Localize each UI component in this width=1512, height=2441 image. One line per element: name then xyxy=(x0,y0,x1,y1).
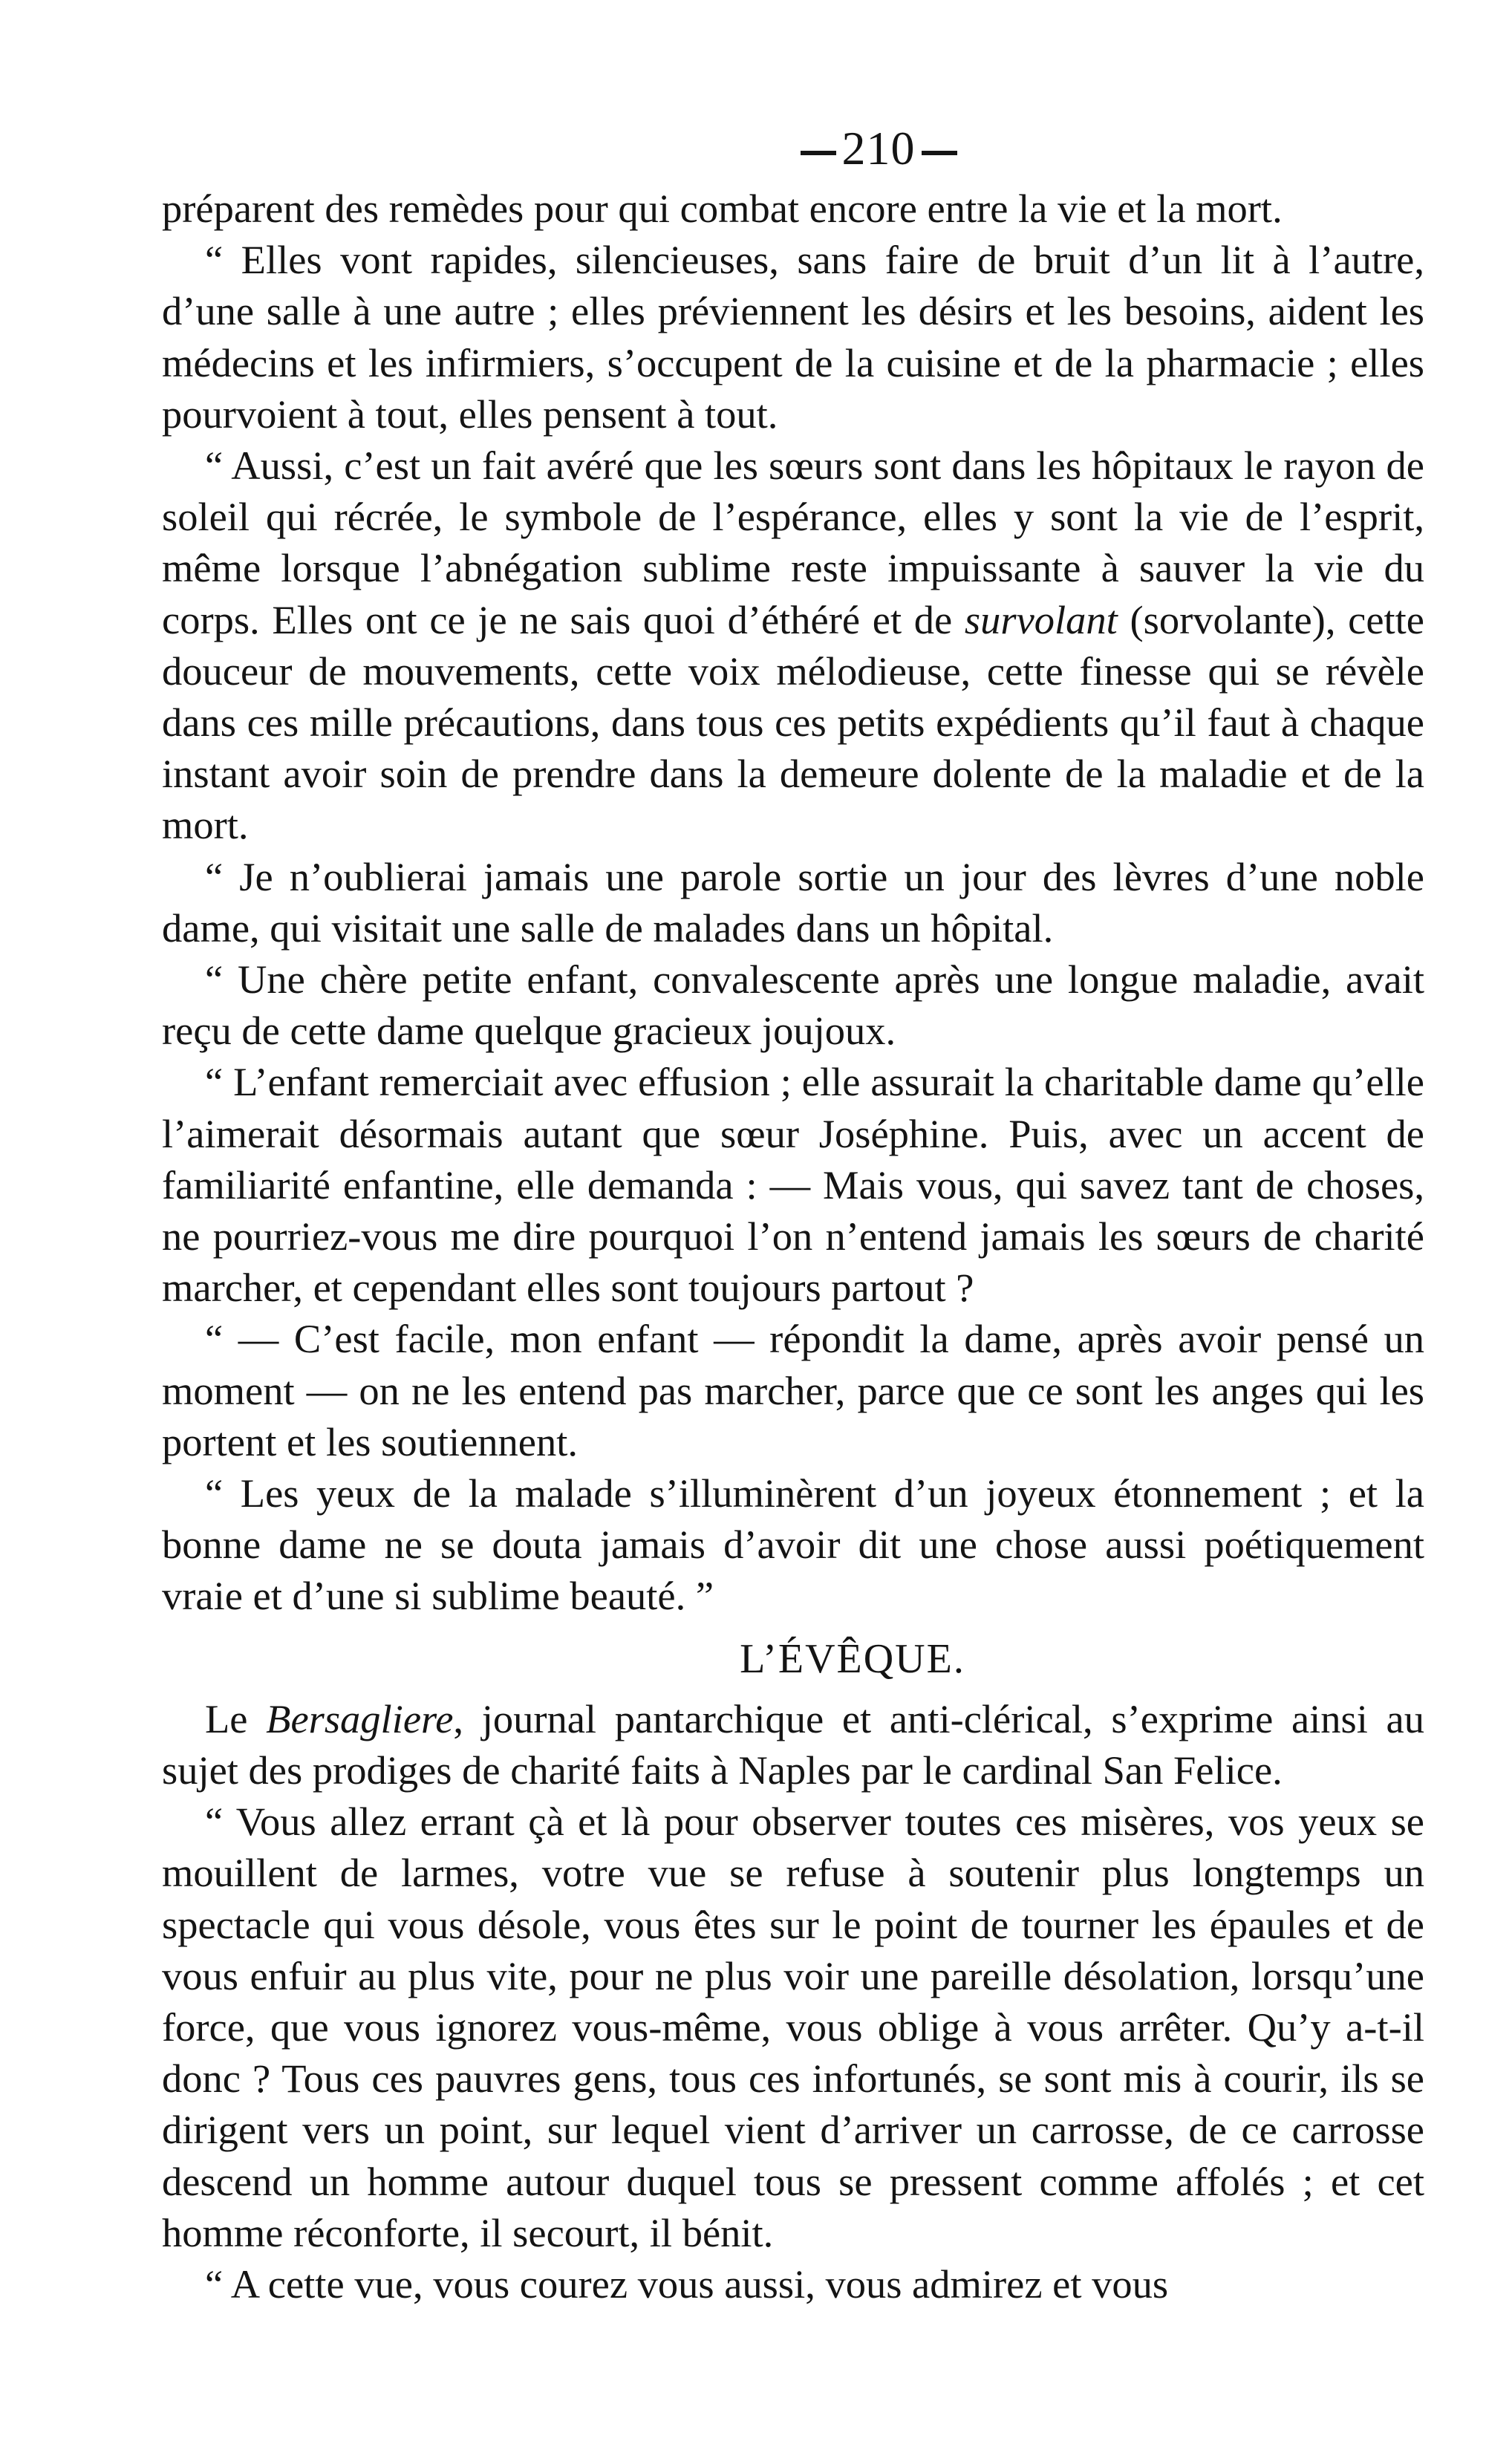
page-number-right-dash xyxy=(922,151,957,155)
italic-text: survolant xyxy=(964,596,1118,642)
book-page xyxy=(162,111,1424,2310)
paragraph: “ Je n’oublierai jamais une parole sortie un jour des lèvres d’une noble dame, qui visitait une salle de malades dans un hôpital. xyxy=(162,853,1424,951)
paragraph: “ — C’est facile, mon enfant — répondit la dame, après avoir pensé un moment — on ne les entend pas marcher, parce que ce sont les anges qui les portent et les soutiennent. xyxy=(162,1316,1424,1464)
section-title: L’ÉVÊQUE. xyxy=(740,1635,965,1682)
paragraph: préparent des remèdes pour qui combat encore entre la vie et la mort. xyxy=(162,186,1283,231)
paragraph: “ Elles vont rapides, silencieuses, sans faire de bruit d’un lit à l’autre, d’une salle à une autre ; elles préviennent les désirs et les besoins, aident les médecins et les infirmiers, s’occupent de la cuisine et de la pharmacie ; elles pourvoient à tout, elles pensent à tout. xyxy=(162,237,1424,437)
text-run: (sorvolante), cette douceur de mouvements, cette voix mélodieuse, cette finesse qui se révèle dans ces mille précautions, dans tous ces petits expédients qu’il faut à chaque instant avoir soin de prendre dans la demeure dolente de la maladie et de la mort. xyxy=(162,596,1424,848)
paragraph: “ L’enfant remerciait avec effusion ; elle assurait la charitable dame qu’elle l’aimerait désormais autant que sœur Joséphine. Puis, avec un accent de familiarité enfantine, elle demanda : — Mais vous, qui savez tant de choses, ne pourriez-vous me dire pourquoi l’on n’entend jamais les sœurs de charité marcher, et cependant elles sont toujours partout ? xyxy=(162,1059,1424,1311)
paragraph: “ Vous allez errant çà et là pour observer toutes ces misères, vos yeux se mouillent de larmes, votre vue se refuse à soutenir plus longtemps un spectacle qui vous désole, vous êtes sur le point de tourner les épaules et de vous enfuir au plus vite, pour ne plus voir une pareille désolation, lorsqu’une force, que vous ignorez vous-même, vous oblige à vous arrêter. Qu’y a-t-il donc ? Tous ces pauvres gens, tous ces infortunés, se sont mis à courir, ils se dirigent vers un point, sur lequel vient d’arriver un carrosse, de ce carrosse descend un homme autour duquel tous se pressent comme affolés ; et cet homme réconforte, il secourt, il bénit. xyxy=(162,1799,1424,2255)
italic-text: Bersagliere xyxy=(266,1695,454,1741)
paragraph xyxy=(162,1693,1424,1796)
text-run: Le xyxy=(205,1695,267,1741)
page-number-left-dash xyxy=(801,151,836,155)
body-text-after-section xyxy=(162,1693,1424,2310)
text-run: , journal pantarchique et anti-clérical, s’exprime ainsi au sujet des prodiges de charité faits à Naples par le cardinal San Felice. xyxy=(162,1695,1424,1793)
paragraph xyxy=(162,440,1424,851)
paragraph: “ Une chère petite enfant, convalescente après une longue maladie, avait reçu de cette dame quelque gracieux joujoux. xyxy=(162,956,1424,1054)
paragraph: “ Les yeux de la malade s’illuminèrent d’un joyeux étonnement ; et la bonne dame ne se douta jamais d’avoir dit une chose aussi poétiquement vraie et d’une si sublime beauté. ” xyxy=(162,1470,1424,1619)
paragraph: “ A cette vue, vous courez vous aussi, vous admirez et vous xyxy=(205,2261,1169,2307)
body-text-before-section xyxy=(162,183,1424,1622)
page-number-line xyxy=(162,111,1424,186)
page-number: 210 xyxy=(841,122,916,175)
text-run: “ Aussi, c’est un fait avéré que les sœurs sont dans les hôpitaux le rayon de soleil qui récrée, le symbole de l’espérance, elles y sont la vie de l’esprit, même lorsque l’abnégation sublime reste impuissante à sauver la vie du corps. Elles ont ce je ne sais quoi d’éthéré et de xyxy=(162,443,1424,642)
